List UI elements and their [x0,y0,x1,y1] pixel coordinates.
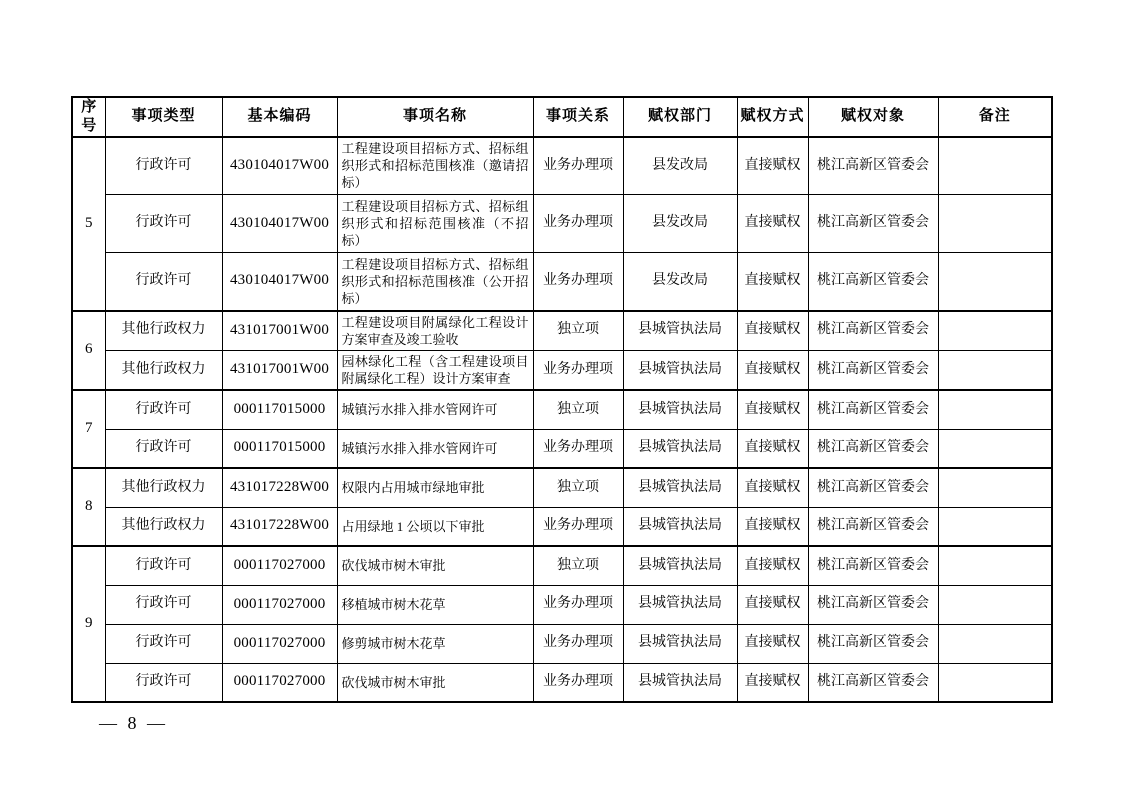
name-cell: 砍伐城市树木审批 [337,546,533,585]
name-cell: 工程建设项目招标方式、招标组织形式和招标范围核准（邀请招标） [337,137,533,195]
relation-cell: 业务办理项 [533,663,623,702]
code-cell: 431017001W00 [222,311,337,351]
table-row [72,468,1052,507]
name-cell: 砍伐城市树木审批 [337,663,533,702]
code-cell: 000117015000 [222,390,337,429]
relation-cell: 业务办理项 [533,507,623,546]
department-cell: 县城管执法局 [623,663,737,702]
department-cell: 县城管执法局 [623,624,737,663]
target-cell: 桃江高新区管委会 [808,546,938,585]
table-row [72,585,1052,624]
type-cell: 行政许可 [105,137,222,195]
authorization-items-table [71,96,1053,703]
remark-cell [938,507,1052,546]
department-cell: 县发改局 [623,253,737,311]
method-cell: 直接赋权 [737,429,808,468]
department-cell: 县城管执法局 [623,429,737,468]
type-cell: 行政许可 [105,585,222,624]
table-row [72,195,1052,253]
code-cell: 000117027000 [222,546,337,585]
method-cell: 直接赋权 [737,195,808,253]
remark-cell [938,624,1052,663]
col-header-department: 赋权部门 [623,97,737,137]
target-cell: 桃江高新区管委会 [808,350,938,390]
relation-cell: 业务办理项 [533,350,623,390]
col-header-method: 赋权方式 [737,97,808,137]
col-header-code: 基本编码 [222,97,337,137]
type-cell: 行政许可 [105,195,222,253]
relation-cell: 独立项 [533,311,623,351]
relation-cell: 业务办理项 [533,624,623,663]
name-cell: 城镇污水排入排水管网许可 [337,390,533,429]
table-row [72,546,1052,585]
method-cell: 直接赋权 [737,585,808,624]
method-cell: 直接赋权 [737,624,808,663]
department-cell: 县城管执法局 [623,311,737,351]
code-cell: 431017228W00 [222,507,337,546]
remark-cell [938,663,1052,702]
table-header-row [72,97,1052,137]
table-row [72,137,1052,195]
name-cell: 工程建设项目招标方式、招标组织形式和招标范围核准（不招标） [337,195,533,253]
relation-cell: 业务办理项 [533,429,623,468]
type-cell: 行政许可 [105,429,222,468]
target-cell: 桃江高新区管委会 [808,137,938,195]
col-header-target: 赋权对象 [808,97,938,137]
name-cell: 工程建设项目附属绿化工程设计方案审查及竣工验收 [337,311,533,351]
serial-cell: 6 [72,311,105,391]
method-cell: 直接赋权 [737,311,808,351]
method-cell: 直接赋权 [737,137,808,195]
relation-cell: 业务办理项 [533,137,623,195]
serial-cell: 5 [72,137,105,311]
target-cell: 桃江高新区管委会 [808,390,938,429]
target-cell: 桃江高新区管委会 [808,585,938,624]
col-header-serial: 序号 [72,97,105,137]
table-row [72,311,1052,351]
table-row [72,624,1052,663]
col-header-type: 事项类型 [105,97,222,137]
name-cell: 修剪城市树木花草 [337,624,533,663]
remark-cell [938,195,1052,253]
method-cell: 直接赋权 [737,390,808,429]
remark-cell [938,350,1052,390]
page-number: — 8 — [99,713,168,733]
method-cell: 直接赋权 [737,507,808,546]
type-cell: 其他行政权力 [105,507,222,546]
table-row [72,350,1052,390]
target-cell: 桃江高新区管委会 [808,195,938,253]
target-cell: 桃江高新区管委会 [808,253,938,311]
type-cell: 其他行政权力 [105,350,222,390]
remark-cell [938,253,1052,311]
remark-cell [938,585,1052,624]
target-cell: 桃江高新区管委会 [808,507,938,546]
code-cell: 430104017W00 [222,253,337,311]
type-cell: 行政许可 [105,546,222,585]
table-row [72,663,1052,702]
code-cell: 430104017W00 [222,137,337,195]
relation-cell: 业务办理项 [533,585,623,624]
remark-cell [938,546,1052,585]
department-cell: 县发改局 [623,137,737,195]
method-cell: 直接赋权 [737,468,808,507]
department-cell: 县城管执法局 [623,390,737,429]
relation-cell: 业务办理项 [533,195,623,253]
department-cell: 县发改局 [623,195,737,253]
name-cell: 园林绿化工程（含工程建设项目附属绿化工程）设计方案审查 [337,350,533,390]
name-cell: 移植城市树木花草 [337,585,533,624]
code-cell: 430104017W00 [222,195,337,253]
code-cell: 000117027000 [222,663,337,702]
type-cell: 行政许可 [105,390,222,429]
department-cell: 县城管执法局 [623,350,737,390]
target-cell: 桃江高新区管委会 [808,663,938,702]
name-cell: 权限内占用城市绿地审批 [337,468,533,507]
code-cell: 000117015000 [222,429,337,468]
type-cell: 其他行政权力 [105,468,222,507]
department-cell: 县城管执法局 [623,507,737,546]
table-row [72,429,1052,468]
remark-cell [938,390,1052,429]
table-row [72,390,1052,429]
type-cell: 行政许可 [105,253,222,311]
target-cell: 桃江高新区管委会 [808,429,938,468]
method-cell: 直接赋权 [737,350,808,390]
method-cell: 直接赋权 [737,546,808,585]
col-header-relation: 事项关系 [533,97,623,137]
remark-cell [938,137,1052,195]
code-cell: 000117027000 [222,585,337,624]
department-cell: 县城管执法局 [623,468,737,507]
code-cell: 431017228W00 [222,468,337,507]
table-row [72,253,1052,311]
name-cell: 城镇污水排入排水管网许可 [337,429,533,468]
remark-cell [938,311,1052,351]
relation-cell: 独立项 [533,468,623,507]
code-cell: 000117027000 [222,624,337,663]
target-cell: 桃江高新区管委会 [808,624,938,663]
serial-cell: 8 [72,468,105,546]
department-cell: 县城管执法局 [623,585,737,624]
type-cell: 行政许可 [105,663,222,702]
type-cell: 行政许可 [105,624,222,663]
department-cell: 县城管执法局 [623,546,737,585]
method-cell: 直接赋权 [737,663,808,702]
table-row [72,507,1052,546]
relation-cell: 独立项 [533,546,623,585]
serial-cell: 7 [72,390,105,468]
col-header-remark: 备注 [938,97,1052,137]
name-cell: 占用绿地 1 公顷以下审批 [337,507,533,546]
target-cell: 桃江高新区管委会 [808,468,938,507]
remark-cell [938,468,1052,507]
type-cell: 其他行政权力 [105,311,222,351]
name-cell: 工程建设项目招标方式、招标组织形式和招标范围核准（公开招标） [337,253,533,311]
relation-cell: 业务办理项 [533,253,623,311]
remark-cell [938,429,1052,468]
relation-cell: 独立项 [533,390,623,429]
col-header-name: 事项名称 [337,97,533,137]
serial-cell: 9 [72,546,105,702]
method-cell: 直接赋权 [737,253,808,311]
target-cell: 桃江高新区管委会 [808,311,938,351]
code-cell: 431017001W00 [222,350,337,390]
